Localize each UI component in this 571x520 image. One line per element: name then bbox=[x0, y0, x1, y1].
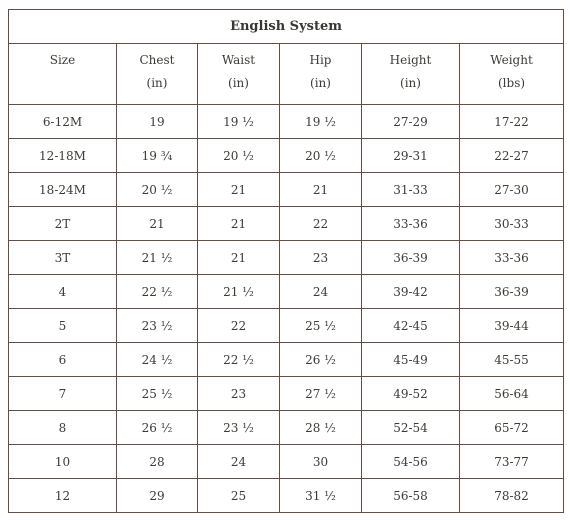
cell-hip: 26 ½ bbox=[280, 343, 362, 377]
header-hip bbox=[280, 44, 362, 105]
cell-hip: 30 bbox=[280, 445, 362, 479]
cell-chest: 21 ½ bbox=[117, 241, 198, 275]
cell-weight: 78-82 bbox=[460, 479, 564, 513]
cell-weight: 33-36 bbox=[460, 241, 564, 275]
cell-size: 4 bbox=[9, 275, 117, 309]
table-row bbox=[9, 343, 564, 377]
size-chart-table bbox=[8, 9, 564, 513]
table-row bbox=[9, 207, 564, 241]
cell-waist: 21 ½ bbox=[198, 275, 280, 309]
cell-size: 12 bbox=[9, 479, 117, 513]
table-row bbox=[9, 105, 564, 139]
cell-weight: 22-27 bbox=[460, 139, 564, 173]
cell-size: 12-18M bbox=[9, 139, 117, 173]
table-row bbox=[9, 309, 564, 343]
cell-chest: 29 bbox=[117, 479, 198, 513]
cell-height: 54-56 bbox=[362, 445, 460, 479]
table-row bbox=[9, 445, 564, 479]
cell-chest: 28 bbox=[117, 445, 198, 479]
cell-height: 36-39 bbox=[362, 241, 460, 275]
table-row bbox=[9, 275, 564, 309]
header-weight-unit: (lbs) bbox=[498, 76, 526, 90]
cell-weight: 30-33 bbox=[460, 207, 564, 241]
cell-hip: 25 ½ bbox=[280, 309, 362, 343]
cell-size: 10 bbox=[9, 445, 117, 479]
cell-size: 8 bbox=[9, 411, 117, 445]
cell-chest: 24 ½ bbox=[117, 343, 198, 377]
header-waist bbox=[198, 44, 280, 105]
cell-weight: 17-22 bbox=[460, 105, 564, 139]
header-hip-label: Hip bbox=[309, 53, 332, 67]
cell-waist: 20 ½ bbox=[198, 139, 280, 173]
cell-height: 29-31 bbox=[362, 139, 460, 173]
header-height bbox=[362, 44, 460, 105]
header-chest-unit: (in) bbox=[146, 76, 168, 90]
cell-chest: 25 ½ bbox=[117, 377, 198, 411]
cell-hip: 19 ½ bbox=[280, 105, 362, 139]
cell-weight: 73-77 bbox=[460, 445, 564, 479]
cell-waist: 23 ½ bbox=[198, 411, 280, 445]
table-row bbox=[9, 139, 564, 173]
cell-weight: 36-39 bbox=[460, 275, 564, 309]
cell-waist: 22 bbox=[198, 309, 280, 343]
header-chest-label: Chest bbox=[139, 53, 175, 67]
table-row bbox=[9, 241, 564, 275]
header-weight bbox=[460, 44, 564, 105]
cell-weight: 65-72 bbox=[460, 411, 564, 445]
cell-chest: 21 bbox=[117, 207, 198, 241]
table-title: English System bbox=[9, 10, 564, 44]
table-row bbox=[9, 479, 564, 513]
header-chest bbox=[117, 44, 198, 105]
cell-size: 5 bbox=[9, 309, 117, 343]
cell-waist: 21 bbox=[198, 173, 280, 207]
cell-hip: 24 bbox=[280, 275, 362, 309]
cell-weight: 27-30 bbox=[460, 173, 564, 207]
cell-height: 39-42 bbox=[362, 275, 460, 309]
cell-height: 31-33 bbox=[362, 173, 460, 207]
cell-hip: 31 ½ bbox=[280, 479, 362, 513]
header-waist-unit: (in) bbox=[228, 76, 249, 90]
header-hip-unit: (in) bbox=[310, 76, 331, 90]
cell-waist: 23 bbox=[198, 377, 280, 411]
header-height-unit: (in) bbox=[400, 76, 421, 90]
table-row bbox=[9, 173, 564, 207]
cell-waist: 22 ½ bbox=[198, 343, 280, 377]
cell-waist: 24 bbox=[198, 445, 280, 479]
cell-hip: 21 bbox=[280, 173, 362, 207]
table-header-row bbox=[9, 44, 564, 105]
header-size-label: Size bbox=[49, 53, 76, 67]
header-weight-label: Weight bbox=[490, 53, 533, 67]
cell-waist: 21 bbox=[198, 241, 280, 275]
cell-weight: 39-44 bbox=[460, 309, 564, 343]
cell-height: 42-45 bbox=[362, 309, 460, 343]
table-row bbox=[9, 377, 564, 411]
cell-height: 52-54 bbox=[362, 411, 460, 445]
cell-height: 33-36 bbox=[362, 207, 460, 241]
cell-height: 45-49 bbox=[362, 343, 460, 377]
cell-hip: 23 bbox=[280, 241, 362, 275]
cell-chest: 20 ½ bbox=[117, 173, 198, 207]
cell-waist: 21 bbox=[198, 207, 280, 241]
cell-size: 18-24M bbox=[9, 173, 117, 207]
cell-waist: 25 bbox=[198, 479, 280, 513]
cell-size: 7 bbox=[9, 377, 117, 411]
cell-chest: 19 ¾ bbox=[117, 139, 198, 173]
cell-height: 56-58 bbox=[362, 479, 460, 513]
cell-hip: 20 ½ bbox=[280, 139, 362, 173]
cell-chest: 26 ½ bbox=[117, 411, 198, 445]
cell-hip: 28 ½ bbox=[280, 411, 362, 445]
cell-height: 27-29 bbox=[362, 105, 460, 139]
cell-hip: 22 bbox=[280, 207, 362, 241]
cell-size: 6-12M bbox=[9, 105, 117, 139]
table-row bbox=[9, 411, 564, 445]
header-waist-label: Waist bbox=[221, 53, 256, 67]
cell-waist: 19 ½ bbox=[198, 105, 280, 139]
cell-size: 6 bbox=[9, 343, 117, 377]
cell-chest: 22 ½ bbox=[117, 275, 198, 309]
cell-height: 49-52 bbox=[362, 377, 460, 411]
cell-hip: 27 ½ bbox=[280, 377, 362, 411]
header-height-label: Height bbox=[389, 53, 432, 67]
cell-size: 2T bbox=[9, 207, 117, 241]
table-title-row bbox=[9, 10, 564, 44]
cell-chest: 19 bbox=[117, 105, 198, 139]
header-size bbox=[9, 44, 117, 105]
cell-size: 3T bbox=[9, 241, 117, 275]
cell-chest: 23 ½ bbox=[117, 309, 198, 343]
cell-weight: 45-55 bbox=[460, 343, 564, 377]
cell-weight: 56-64 bbox=[460, 377, 564, 411]
